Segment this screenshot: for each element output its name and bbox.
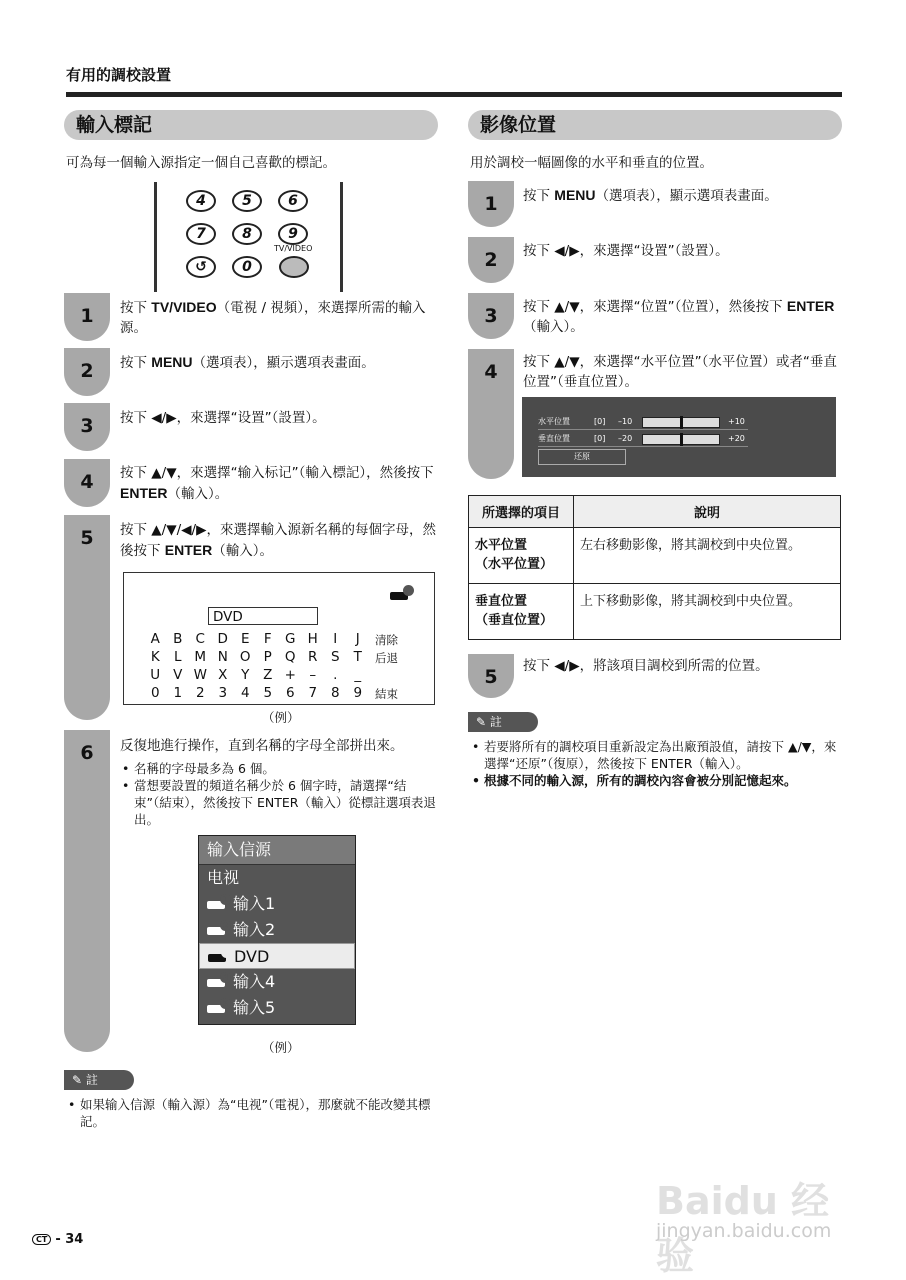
char-key[interactable]: 3	[218, 685, 228, 701]
char-grid	[144, 631, 398, 703]
step-tab	[64, 293, 110, 341]
flashback-icon: ↺	[186, 256, 216, 278]
remote-button-4: 4	[186, 190, 216, 212]
remote-button-0: 0	[232, 256, 262, 278]
input-plug-icon	[390, 585, 416, 604]
char-key[interactable]: 4	[240, 685, 250, 701]
input-source-menu	[198, 835, 356, 1025]
char-key[interactable]: J	[355, 631, 360, 647]
step-text: 按下 TV/VIDEO（電視 / 視頻），來選擇所需的輸入源。	[120, 299, 426, 336]
char-key[interactable]: X	[218, 667, 228, 683]
char-action[interactable]: 后退	[375, 651, 398, 665]
char-key[interactable]: O	[239, 649, 251, 665]
step-tab	[468, 349, 514, 479]
char-row	[144, 631, 398, 649]
char-key[interactable]: N	[217, 649, 228, 665]
position-menu	[522, 397, 836, 477]
slider-row-vertical[interactable]: 垂直位置 [0] –20 +20	[538, 432, 748, 447]
description-table	[468, 495, 841, 640]
bullet-item: • 當想要設置的頻道名稱少於 6 個字時，請選擇“结束”（結束），然後按下 ENTER（輸入）從標註選項表退出。	[120, 777, 440, 828]
right-intro: 用於調校一幅圖像的水平和垂直的位置。	[470, 155, 713, 171]
step-tab	[468, 293, 514, 339]
char-key[interactable]: T	[353, 649, 362, 665]
char-key[interactable]: 2	[195, 685, 205, 701]
watermark-brand: Baidu 经验	[656, 1179, 830, 1278]
char-key[interactable]: 0	[150, 685, 160, 701]
name-field[interactable]: DVD	[208, 607, 318, 625]
step-text: 按下 MENU（選項表），顯示選項表畫面。	[120, 354, 375, 371]
step-number: 1	[484, 193, 498, 215]
step-text: 按下 ◀/▶，來選擇“设置”（設置）。	[523, 243, 729, 259]
ct-badge: CT	[32, 1234, 51, 1245]
step-tab	[64, 459, 110, 507]
menu-title: 输入信源	[199, 836, 355, 865]
char-row	[144, 667, 398, 685]
step-number: 5	[80, 527, 94, 549]
note-item: • 如果输入信源（輸入源）為“电视”（電視），那麼就不能改變其標記。	[66, 1096, 442, 1130]
remote-button-7: 7	[186, 223, 216, 245]
note-tag: ✎ 註	[64, 1070, 134, 1090]
step-tab	[468, 237, 514, 283]
step6-bullets	[120, 760, 440, 828]
note-tag: ✎ 註	[468, 712, 538, 732]
step-number: 5	[484, 666, 498, 688]
pencil-icon: ✎	[72, 1073, 83, 1087]
step-number: 1	[80, 305, 94, 327]
char-key[interactable]: K	[150, 649, 160, 665]
char-key[interactable]: C	[195, 631, 205, 647]
input-plug-icon	[207, 979, 225, 987]
char-key[interactable]: W	[193, 667, 207, 683]
left-intro: 可為每一個輸入源指定一個自己喜歡的標記。	[66, 155, 336, 171]
char-key[interactable]: A	[150, 631, 160, 647]
step-text: 按下 MENU（選項表），顯示選項表畫面。	[523, 187, 778, 204]
page-number: - 34	[55, 1232, 84, 1247]
char-key[interactable]: 9	[353, 685, 363, 701]
char-key[interactable]: Q	[284, 649, 296, 665]
char-key[interactable]: P	[263, 649, 272, 665]
char-key[interactable]: L	[173, 649, 182, 665]
step-tab	[468, 181, 514, 227]
menu-item-input2[interactable]: 2输入2	[199, 917, 355, 943]
char-key[interactable]: 6	[285, 685, 295, 701]
input-plug-icon	[208, 954, 226, 962]
char-key[interactable]: 8	[330, 685, 340, 701]
step-text: 按下 ◀/▶，將該項目調校到所需的位置。	[523, 658, 769, 674]
table-row: 垂直位置 （垂直位置） 上下移動影像，將其調校到中央位置。	[469, 584, 841, 640]
header-rule	[66, 92, 842, 97]
menu-item-input5[interactable]: 5输入5	[199, 995, 355, 1021]
menu-item-input1[interactable]: 1输入1	[199, 891, 355, 917]
example-caption: （例）	[262, 1040, 300, 1055]
step-tab	[64, 403, 110, 451]
char-key[interactable]: B	[173, 631, 183, 647]
char-entry-screen	[123, 572, 435, 705]
remote-illustration	[150, 182, 350, 292]
remote-button-8: 8	[232, 223, 262, 245]
step-text: 按下 ◀/▶，來選擇“设置”（設置）。	[120, 410, 326, 426]
step-number: 4	[484, 361, 498, 383]
pencil-icon: ✎	[476, 715, 487, 729]
section-title: 有用的調校設置	[66, 66, 172, 84]
step-text: 按下 ▲/▼，來選擇“输入标记”（輸入標記），然後按下 ENTER（輸入）。	[120, 465, 434, 502]
step-tab	[64, 515, 110, 720]
char-key[interactable]: H	[307, 631, 318, 647]
char-key[interactable]: 5	[263, 685, 273, 701]
slider-knob	[680, 416, 683, 429]
char-key[interactable]: F	[263, 631, 272, 647]
input-plug-icon	[207, 901, 225, 909]
char-row	[144, 685, 398, 703]
example-caption: （例）	[262, 710, 300, 725]
char-action[interactable]: 清除	[375, 633, 398, 647]
input-plug-icon	[207, 927, 225, 935]
step-number: 2	[80, 360, 94, 382]
slider-row-horizontal[interactable]: 水平位置 [0] –10 +10	[538, 415, 748, 430]
left-heading: 輸入標記	[64, 110, 438, 140]
menu-item-tv[interactable]: 电视	[207, 868, 240, 887]
char-key[interactable]: –	[309, 667, 317, 683]
step-tab	[468, 654, 514, 698]
slider-knob	[680, 433, 683, 446]
char-key[interactable]: _	[354, 667, 362, 683]
step-number: 3	[80, 415, 94, 437]
remote-button-5: 5	[232, 190, 262, 212]
horizontal-slider	[642, 417, 720, 428]
step-text: 反復地進行操作，直到名稱的字母全部拼出來。	[120, 738, 404, 754]
char-key[interactable]: U	[150, 667, 161, 683]
tv-video-button	[279, 256, 309, 278]
char-key[interactable]: 7	[308, 685, 318, 701]
vertical-slider	[642, 434, 720, 445]
char-key[interactable]: G	[285, 631, 296, 647]
char-key[interactable]: R	[308, 649, 318, 665]
char-key[interactable]: D	[217, 631, 228, 647]
step-number: 6	[80, 742, 94, 764]
tv-video-label: TV/VIDEO	[274, 244, 313, 253]
note-item: • 根據不同的輸入源，所有的調校內容會被分別記憶起來。	[470, 772, 846, 789]
menu-item-input4[interactable]: 4输入4	[199, 969, 355, 995]
char-key[interactable]: +	[284, 667, 296, 683]
char-key[interactable]: I	[333, 631, 338, 647]
reset-button[interactable]: 还原	[538, 449, 626, 465]
remote-button-6: 6	[278, 190, 308, 212]
char-key[interactable]: S	[330, 649, 340, 665]
step-tab	[64, 348, 110, 396]
char-row	[144, 649, 398, 667]
char-key[interactable]: Z	[263, 667, 273, 683]
remote-button-9: 9	[278, 223, 308, 245]
step-text: 按下 ▲/▼，來選擇“水平位置”（水平位置）或者“垂直位置”（垂直位置）。	[523, 354, 837, 390]
baidu-watermark	[646, 1150, 856, 1278]
step-text: 按下 ▲/▼/◀/▶，來選擇輸入源新名稱的每個字母，然後按下 ENTER（輸入）。	[120, 522, 436, 559]
char-action[interactable]: 結束	[375, 687, 398, 701]
note-item: • 若要將所有的調校項目重新設定為出廠預設值，請按下 ▲/▼，來選擇“还原”（復原），然後按下 ENTER（輸入）。	[470, 738, 846, 772]
left-notes	[66, 1096, 442, 1130]
table-header: 說明	[574, 496, 841, 528]
right-heading: 影像位置	[468, 110, 842, 140]
right-notes	[470, 738, 846, 789]
table-row: 水平位置 （水平位置） 左右移動影像，將其調校到中央位置。	[469, 528, 841, 584]
table-header: 所選擇的項目	[469, 496, 574, 528]
char-key[interactable]: E	[240, 631, 250, 647]
step-number: 3	[484, 305, 498, 327]
step-text: 按下 ▲/▼，來選擇“位置”（位置），然後按下 ENTER（輸入）。	[523, 298, 835, 335]
char-key[interactable]: M	[194, 649, 207, 665]
char-key[interactable]: 1	[173, 685, 183, 701]
watermark-url: jingyan.baidu.com	[656, 1220, 832, 1242]
step-number: 4	[80, 471, 94, 493]
input-plug-icon	[207, 1005, 225, 1013]
page-footer	[32, 1232, 83, 1247]
step-number: 2	[484, 249, 498, 271]
char-key[interactable]: V	[173, 667, 183, 683]
step-tab	[64, 730, 110, 1052]
char-key[interactable]: Y	[241, 667, 250, 683]
menu-item-dvd[interactable]: 3DVD	[199, 943, 355, 969]
bullet-item: • 名稱的字母最多為 6 個。	[120, 760, 440, 777]
char-key[interactable]: .	[333, 667, 338, 683]
